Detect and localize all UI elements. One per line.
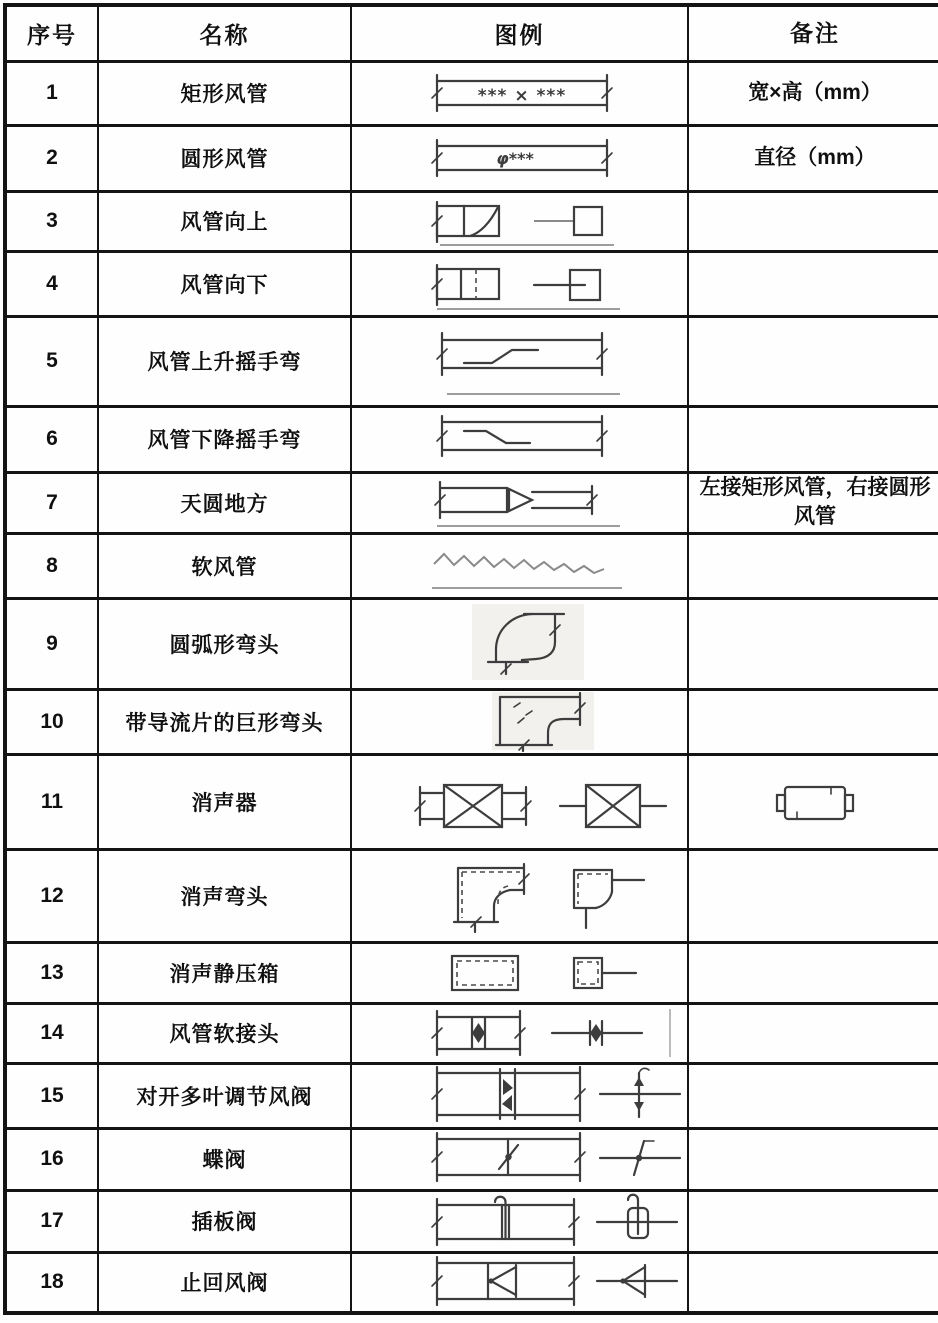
row-no: 15 (5, 1063, 98, 1128)
table-row (5, 125, 938, 191)
vaned-elbow-icon (352, 691, 688, 752)
table-row (5, 61, 938, 125)
opposed-blade-damper-icon (352, 1065, 688, 1126)
flexible-duct-icon (352, 535, 688, 597)
row-name: 止回风阀 (98, 1252, 351, 1313)
header-row (5, 5, 938, 61)
row-remark (688, 316, 938, 406)
row-name: 矩形风管 (98, 61, 351, 125)
table-row (5, 1063, 938, 1128)
row-name: 消声弯头 (98, 849, 351, 942)
row-name: 消声器 (98, 754, 351, 849)
table-row (5, 533, 938, 598)
row-name: 风管软接头 (98, 1003, 351, 1063)
row-no: 11 (5, 754, 98, 849)
row-remark (688, 406, 938, 472)
row-remark (688, 1003, 938, 1063)
row-no: 17 (5, 1190, 98, 1252)
duct-up-icon (352, 193, 688, 249)
row-name: 带导流片的巨形弯头 (98, 689, 351, 754)
table-row (5, 1190, 938, 1252)
duct-rise-offset-icon (352, 318, 688, 404)
slide-gate-valve-icon (352, 1192, 688, 1250)
row-name: 圆形风管 (98, 125, 351, 191)
check-valve-icon (352, 1254, 688, 1311)
row-remark (688, 942, 938, 1003)
symbol-legend-table (3, 3, 938, 1315)
row-name: 对开多叶调节风阀 (98, 1063, 351, 1128)
row-no: 18 (5, 1252, 98, 1313)
table-row (5, 754, 938, 849)
row-remark (688, 191, 938, 251)
row-name: 蝶阀 (98, 1128, 351, 1190)
round-duct-icon (352, 127, 688, 189)
row-no: 3 (5, 191, 98, 251)
row-remark (688, 689, 938, 754)
row-remark: 左接矩形风管，右接圆形风管 (688, 472, 938, 533)
row-no: 9 (5, 598, 98, 689)
row-remark (688, 533, 938, 598)
row-no: 2 (5, 125, 98, 191)
svg-text:φ***: φ*** (496, 149, 534, 168)
header-remark: 备注 (688, 5, 938, 61)
svg-text:*** × ***: *** × *** (477, 86, 567, 106)
rectangular-duct-icon (352, 64, 688, 122)
row-no: 14 (5, 1003, 98, 1063)
row-remark (688, 1063, 938, 1128)
row-remark (688, 1252, 938, 1313)
radius-elbow-icon (352, 600, 688, 687)
header-name: 名称 (98, 5, 351, 61)
row-name: 消声静压箱 (98, 942, 351, 1003)
silencer-icon (352, 757, 688, 846)
row-no: 10 (5, 689, 98, 754)
row-name: 风管向上 (98, 191, 351, 251)
duct-drop-offset-icon (352, 408, 688, 470)
header-no: 序号 (5, 5, 98, 61)
row-no: 1 (5, 61, 98, 125)
table-row (5, 1252, 938, 1313)
flexible-connector-icon (352, 1005, 688, 1061)
row-no: 4 (5, 251, 98, 316)
row-no: 6 (5, 406, 98, 472)
row-name: 软风管 (98, 533, 351, 598)
row-remark: 直径（mm） (688, 125, 938, 191)
row-name: 风管下降摇手弯 (98, 406, 351, 472)
table-row (5, 942, 938, 1003)
row-name: 插板阀 (98, 1190, 351, 1252)
table-row (5, 1003, 938, 1063)
butterfly-valve-icon (352, 1130, 688, 1188)
table-row (5, 316, 938, 406)
duct-down-icon (352, 255, 688, 313)
row-remark: 宽×高（mm） (688, 61, 938, 125)
table-row (5, 1128, 938, 1190)
row-remark (688, 849, 938, 942)
row-no: 5 (5, 316, 98, 406)
table-row (5, 191, 938, 251)
row-no: 7 (5, 472, 98, 533)
row-no: 16 (5, 1128, 98, 1190)
table-row (5, 251, 938, 316)
row-no: 8 (5, 533, 98, 598)
table-row (5, 689, 938, 754)
table-row (5, 849, 938, 942)
row-remark (688, 598, 938, 689)
row-name: 圆弧形弯头 (98, 598, 351, 689)
row-name: 风管上升摇手弯 (98, 316, 351, 406)
row-remark (688, 1190, 938, 1252)
header-legend: 图例 (351, 5, 688, 61)
square-to-round-icon (352, 474, 688, 531)
table-row (5, 598, 938, 689)
silencer-elbow-icon (352, 852, 688, 939)
row-no: 12 (5, 849, 98, 942)
table-row (5, 472, 938, 533)
row-name: 天圆地方 (98, 472, 351, 533)
muffler-box-icon (695, 757, 937, 846)
table-row (5, 406, 938, 472)
row-remark (688, 1128, 938, 1190)
row-remark (688, 251, 938, 316)
silencer-plenum-icon (352, 944, 688, 1001)
row-name: 风管向下 (98, 251, 351, 316)
row-no: 13 (5, 942, 98, 1003)
